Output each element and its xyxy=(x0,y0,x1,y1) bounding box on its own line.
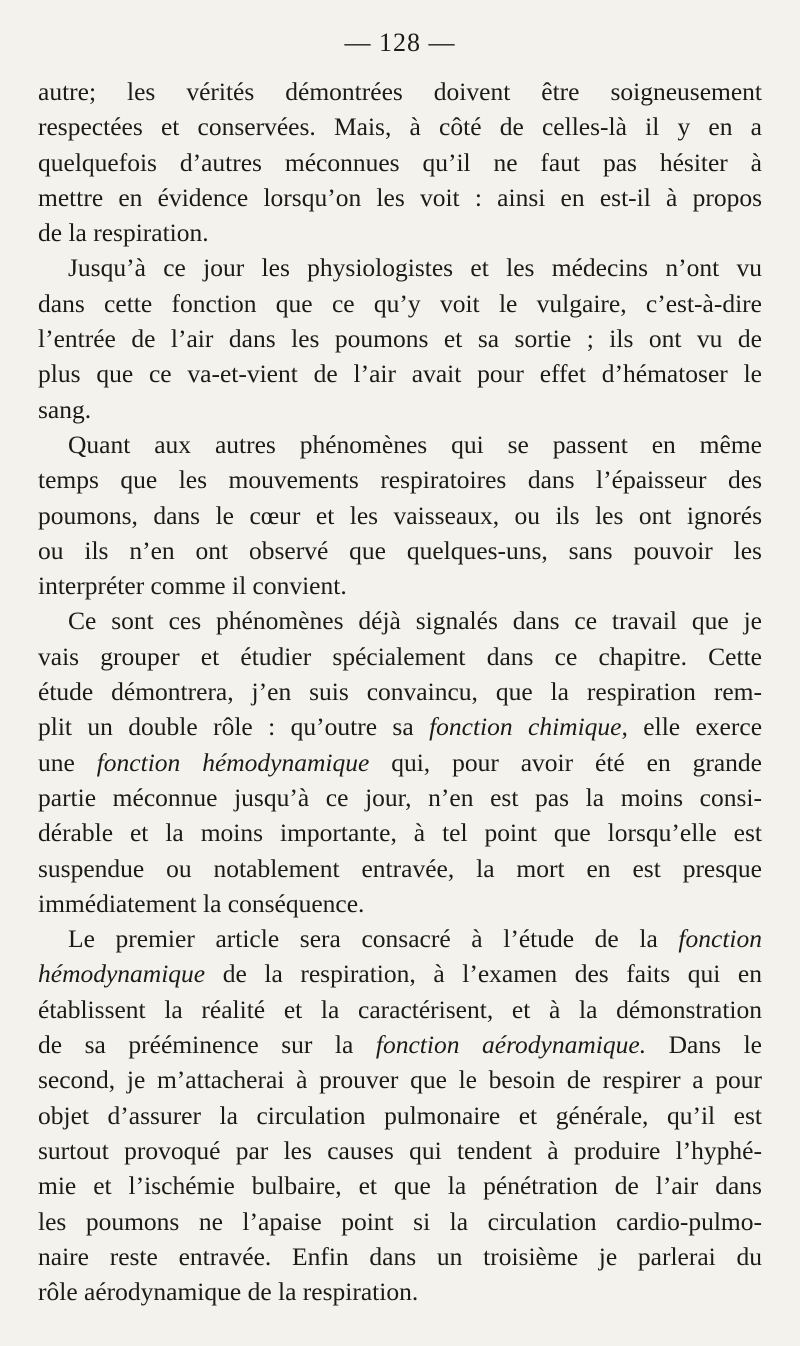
text-line: poumons, dans le cœur et les vaisseaux, ou ils les ont ignorés xyxy=(38,500,762,530)
emphasis-segment: fonction xyxy=(678,924,762,954)
text-line: quelquefois d’autres méconnues qu’il ne faut pas hésiter à xyxy=(38,147,762,177)
text-line: mettre en évidence lorsqu’on les voit : ainsi en est-il à propos xyxy=(38,182,762,212)
text-line: suspendue ou notablement entravée, la mort en est presque xyxy=(38,853,762,883)
emphasis-segment: fonction chimique, xyxy=(429,712,628,742)
text-line: rôle aérodynamique de la respiration. xyxy=(38,1277,419,1307)
text-line xyxy=(38,1027,762,1062)
text-line: Ce sont ces phénomènes déjà signalés dans ce travail que je xyxy=(68,606,762,636)
paragraph xyxy=(38,603,762,921)
text-line: vais grouper et étudier spécialement dans ce chapitre. Cette xyxy=(38,641,762,671)
text-segment: qui, pour avoir été en grande xyxy=(369,747,762,777)
text-line: interpréter comme il convient. xyxy=(38,571,347,601)
text-line: mie et l’ischémie bulbaire, et que la pénétration de l’air dans xyxy=(38,1171,762,1201)
text-line: dérable et la moins importante, à tel point que lorsqu’elle est xyxy=(38,818,762,848)
paragraph xyxy=(38,250,762,426)
text-line: temps que les mouvements respiratoires dans l’épaisseur des xyxy=(38,465,762,495)
page-number: — 128 — xyxy=(344,28,456,57)
text-line: Quant aux autres phénomènes qui se passent en même xyxy=(68,429,762,459)
emphasis-segment: fonction hémodynamique xyxy=(96,747,370,777)
text-line: plus que ce va-et-vient de l’air avait pour effet d’hématoser le xyxy=(38,359,762,389)
text-line xyxy=(38,956,762,991)
text-line: second, je m’attacherai à prouver que le besoin de respirer a pour xyxy=(38,1065,762,1095)
text-line: de la respiration. xyxy=(38,218,209,248)
text-segment: Dans le xyxy=(646,1030,762,1060)
text-segment: une xyxy=(38,747,97,777)
text-segment: de la respiration, à l’examen des faits qui en xyxy=(205,959,762,989)
text-line: étude démontrera, j’en suis convaincu, que la respiration rem- xyxy=(38,677,762,707)
text-line xyxy=(38,709,762,744)
body-text xyxy=(38,74,762,1309)
paragraph xyxy=(38,427,762,603)
text-line: objet d’assurer la circulation pulmonaire et générale, qu’il est xyxy=(38,1100,762,1130)
text-line xyxy=(38,921,762,956)
text-line: ou ils n’en ont observé que quelques-uns, sans pouvoir les xyxy=(38,535,762,565)
text-line: sang. xyxy=(38,394,92,424)
text-line: Jusqu’à ce jour les physiologistes et les médecins n’ont vu xyxy=(68,253,762,283)
text-segment: de sa prééminence sur la xyxy=(38,1030,376,1060)
text-segment: elle exerce xyxy=(627,712,763,742)
text-line: respectées et conservées. Mais, à côté de celles-là il y en a xyxy=(38,112,762,142)
emphasis-segment: hémodynamique xyxy=(38,959,206,989)
text-line: naire reste entravée. Enfin dans un troisième je parlerai du xyxy=(38,1241,762,1271)
text-line: immédiatement la conséquence. xyxy=(38,888,365,918)
paragraph xyxy=(38,921,762,1309)
text-segment: Le premier article sera consacré à l’étude de la xyxy=(68,924,679,954)
text-line: les poumons ne l’apaise point si la circulation cardio-pulmo- xyxy=(38,1206,762,1236)
text-line: dans cette fonction que ce qu’y voit le vulgaire, c’est-à-dire xyxy=(38,288,762,318)
emphasis-segment: fonction aérodynamique. xyxy=(375,1030,647,1060)
text-line: surtout provoqué par les causes qui tendent à produire l’hyphé- xyxy=(38,1135,762,1165)
text-line: l’entrée de l’air dans les poumons et sa sortie ; ils ont vu de xyxy=(38,324,762,354)
text-line: établissent la réalité et la caractérisent, et à la démonstration xyxy=(38,994,762,1024)
text-segment: plit un double rôle : qu’outre sa xyxy=(38,712,430,742)
text-line xyxy=(38,745,762,780)
text-line: autre; les vérités démontrées doivent être soigneusement xyxy=(38,77,762,106)
paragraph xyxy=(38,74,762,250)
text-line: partie méconnue jusqu’à ce jour, n’en est pas la moins consi- xyxy=(38,782,762,812)
